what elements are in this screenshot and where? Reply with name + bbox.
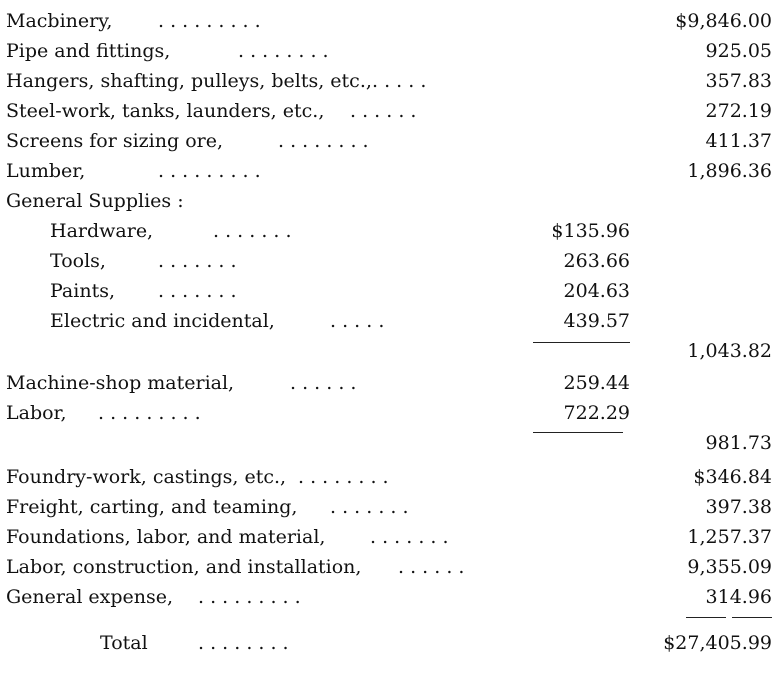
leader-dots: . . . . . .: [290, 372, 357, 394]
row-amount: 272.19: [705, 100, 772, 122]
row-amount: 411.37: [705, 130, 772, 152]
ledger-subtotal-row: [0, 428, 780, 458]
row-label: Steel-work, tanks, launders, etc.,: [6, 100, 325, 122]
ledger-row: [0, 522, 780, 552]
ledger-row: [0, 6, 780, 36]
ledger-row: [0, 66, 780, 96]
leader-dots: . . . . . . . .: [298, 466, 389, 488]
ledger-row: [0, 96, 780, 126]
row-label: Hangers, shafting, pulleys, belts, etc.,: [6, 70, 372, 92]
total-rule: [686, 617, 726, 618]
ledger-subrow: [0, 216, 780, 246]
row-label: Foundry-work, castings, etc.,: [6, 466, 287, 488]
row-label: Machine-shop material,: [6, 372, 235, 394]
ledger-row: [0, 36, 780, 66]
row-label: General Supplies :: [6, 190, 184, 212]
ledger-subtotal-row: [0, 336, 780, 366]
row-label: Pipe and fittings,: [6, 40, 171, 62]
row-subamount: 263.66: [563, 250, 630, 272]
row-subamount: 439.57: [563, 310, 630, 332]
leader-dots: . . . . . . . . .: [98, 402, 201, 424]
ledger-row: [0, 582, 780, 612]
row-amount: 1,043.82: [687, 340, 772, 362]
ledger-row: [0, 492, 780, 522]
leader-dots: . . . . . . .: [370, 526, 449, 548]
row-amount: 981.73: [705, 432, 772, 454]
leader-dots: . . . . . . . .: [278, 130, 369, 152]
row-label: Macbinery,: [6, 10, 113, 32]
ledger-subrow: [0, 306, 780, 336]
row-amount: 314.96: [705, 586, 772, 608]
leader-dots: . . . . . .: [398, 556, 465, 578]
row-label: Foundations, labor, and material,: [6, 526, 326, 548]
row-label: Screens for sizing ore,: [6, 130, 224, 152]
ledger-row: [0, 368, 780, 398]
leader-dots: . . . . . . . . .: [158, 160, 261, 182]
leader-dots: . . . . . . . .: [238, 40, 329, 62]
leader-dots: . . . . . . .: [330, 496, 409, 518]
leader-dots: . . . . . . .: [158, 280, 237, 302]
row-amount: 397.38: [705, 496, 772, 518]
row-amount: 1,257.37: [687, 526, 772, 548]
total-amount: $27,405.99: [663, 632, 772, 654]
leader-dots: . . . . . . . . .: [198, 586, 301, 608]
row-subamount: 204.63: [563, 280, 630, 302]
row-amount: 357.83: [705, 70, 772, 92]
row-subamount: 722.29: [563, 402, 630, 424]
row-label: Lumber,: [6, 160, 86, 182]
row-amount: $9,846.00: [675, 10, 772, 32]
leader-dots: . . . . . . . .: [198, 632, 289, 654]
ledger-subrow: [0, 276, 780, 306]
row-label: Paints,: [50, 280, 115, 302]
total-rule: [732, 617, 772, 618]
ledger-section-heading: [0, 186, 780, 216]
ledger-row: [0, 552, 780, 582]
row-amount: 9,355.09: [687, 556, 772, 578]
row-amount: 925.05: [705, 40, 772, 62]
row-subamount: 259.44: [563, 372, 630, 394]
row-amount: 1,896.36: [687, 160, 772, 182]
ledger-subrow: [0, 246, 780, 276]
leader-dots: . . . . .: [372, 70, 427, 92]
ledger-row: [0, 398, 780, 428]
leader-dots: . . . . . . .: [213, 220, 292, 242]
leader-dots: . . . . . . . . .: [158, 10, 261, 32]
row-label: Labor,: [6, 402, 67, 424]
row-label: Hardware,: [50, 220, 154, 242]
leader-dots: . . . . . .: [350, 100, 417, 122]
row-label: General expense,: [6, 586, 174, 608]
row-label: Electric and incidental,: [50, 310, 275, 332]
ledger-total-row: [0, 628, 780, 658]
row-label: Freight, carting, and teaming,: [6, 496, 298, 518]
ledger-row: [0, 462, 780, 492]
ledger-row: [0, 126, 780, 156]
total-label: Total: [100, 632, 148, 654]
leader-dots: . . . . .: [330, 310, 385, 332]
row-subamount: $135.96: [551, 220, 630, 242]
row-label: Labor, construction, and installation,: [6, 556, 362, 578]
leader-dots: . . . . . . .: [158, 250, 237, 272]
row-label: Tools,: [50, 250, 106, 272]
row-amount: $346.84: [693, 466, 772, 488]
ledger-row: [0, 156, 780, 186]
